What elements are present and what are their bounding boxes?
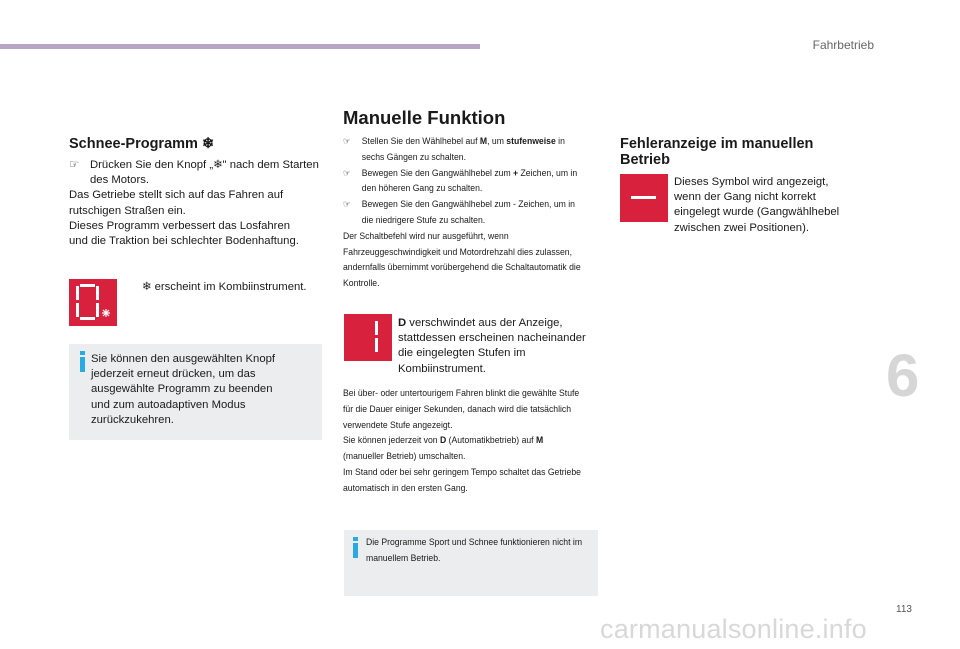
list-item — [69, 158, 334, 188]
manual-bullet-2 — [362, 166, 582, 198]
info-line: Sie können den ausgewählten Knopf — [91, 353, 276, 365]
text-run: (manueller Betrieb) umschalten. — [343, 451, 466, 462]
gear-display-1-icon — [344, 314, 392, 361]
snow-bullet-text: Drücken Sie den Knopf „❄" nach dem Starten des Motors. — [90, 159, 319, 187]
manual-paragraph-1: Der Schaltbefehl wird nur ausgeführt, wenn Fahrzeuggeschwindigkeit und Motordrehzahl dies zulassen, andernfalls übernimmt vorübergehend die Schaltautomatik die Kontrolle. — [343, 230, 581, 289]
info-line: jederzeit erneut drücken, um das — [91, 368, 256, 381]
list-item — [343, 134, 582, 166]
info-line: und zum autoadaptiven Modus — [91, 398, 246, 411]
watermark: carmanualsonline.info — [600, 614, 867, 644]
snow-program-text — [69, 158, 334, 249]
manual-info-box — [344, 530, 598, 596]
snow-body-line: Dieses Programm verbessert das Losfahren — [69, 219, 291, 232]
snow-info-text — [91, 352, 316, 428]
manual-bullet-1 — [362, 134, 582, 166]
error-text — [674, 175, 864, 236]
snow-indicator-text: ❄ erscheint im Kombiinstrument. — [142, 281, 307, 293]
text-run: D — [439, 435, 447, 446]
info-line: ausgewählte Programm zu beenden — [91, 383, 273, 396]
bullet-arrow-icon: ☞ — [343, 136, 351, 146]
text-run: Bewegen Sie den Gangwählhebel zum — [361, 167, 514, 178]
error-line: eingelegt wurde (Gangwählhebel — [674, 206, 840, 219]
manual-paragraphs — [343, 386, 583, 497]
bullet-arrow-icon: ☞ — [69, 159, 80, 171]
info-icon — [353, 537, 358, 558]
manual-instructions — [343, 134, 582, 292]
text-run: M — [479, 136, 488, 146]
text-run: (Automatikbetrieb) auf — [446, 435, 536, 446]
error-line: Dieses Symbol wird angezeigt, — [674, 176, 829, 188]
chapter-number: 6 — [886, 342, 920, 409]
snow-body-line: und die Traktion bei schlechter Bodenhaftung. — [69, 235, 299, 248]
page-number: 113 — [896, 604, 912, 615]
text-run: Zeichen, um in den höheren Gang zu schalten. — [361, 167, 578, 194]
chapter-title: Fahrbetrieb — [812, 38, 874, 52]
snow-info-box — [69, 344, 322, 440]
text-run: verschwindet aus der Anzeige, stattdessen erscheinen nacheinander die eingelegten Stufen im Kombiinstrument. — [398, 317, 586, 375]
heading-line: Betrieb — [620, 152, 670, 168]
text-run: + — [513, 167, 519, 178]
text-run: M — [535, 435, 544, 446]
text-run: , um — [487, 136, 507, 146]
snow-program-heading: Schnee-Programm ❄ — [69, 136, 215, 152]
snow-body-line: rutschigen Straßen ein. — [69, 204, 186, 217]
manual-paragraph-3 — [343, 433, 583, 465]
display-caption — [398, 316, 588, 377]
text-run: in sechs Gängen zu schalten. — [361, 136, 565, 162]
bullet-arrow-icon: ☞ — [343, 199, 351, 210]
heading-line: Fehleranzeige im manuellen — [620, 136, 814, 152]
error-line: wenn der Gang nicht korrekt — [674, 191, 816, 204]
info-icon — [80, 351, 85, 372]
snow-body-line: Das Getriebe stellt sich auf das Fahren auf — [69, 189, 284, 202]
list-item — [343, 166, 582, 198]
manual-bullet-3: Bewegen Sie den Gangwählhebel zum - Zeichen, um in die niedrigere Stufe zu schalten. — [361, 199, 575, 225]
chapter-accent-bar — [0, 44, 480, 49]
manual-paragraph-2: Bei über- oder untertourigem Fahren blinkt die gewählte Stufe für die Dauer einiger Sekunden, danach wird die tatsächlich verwendete Stufe angezeigt. — [343, 388, 580, 430]
page-title: Manuelle Funktion — [343, 107, 506, 128]
info-line: zurückzukehren. — [91, 413, 174, 426]
manual-info-text: Die Programme Sport und Schnee funktionieren nicht im manuellem Betrieb. — [366, 537, 583, 563]
manual-paragraph-4: Im Stand oder bei sehr geringem Tempo schaltet das Getriebe automatisch in den ersten Gang. — [343, 466, 581, 493]
gear-error-dash-icon — [620, 174, 668, 222]
text-run: Sie können jederzeit von — [343, 435, 440, 446]
text-run: D — [398, 317, 407, 329]
gear-display-d-icon — [69, 279, 117, 326]
text-run: stufenweise — [506, 136, 556, 146]
error-heading — [620, 136, 813, 168]
bullet-arrow-icon: ☞ — [343, 167, 351, 178]
text-run: Stellen Sie den Wählhebel auf — [361, 136, 480, 146]
list-item — [343, 197, 582, 229]
error-line: zwischen zwei Positionen). — [674, 221, 809, 234]
